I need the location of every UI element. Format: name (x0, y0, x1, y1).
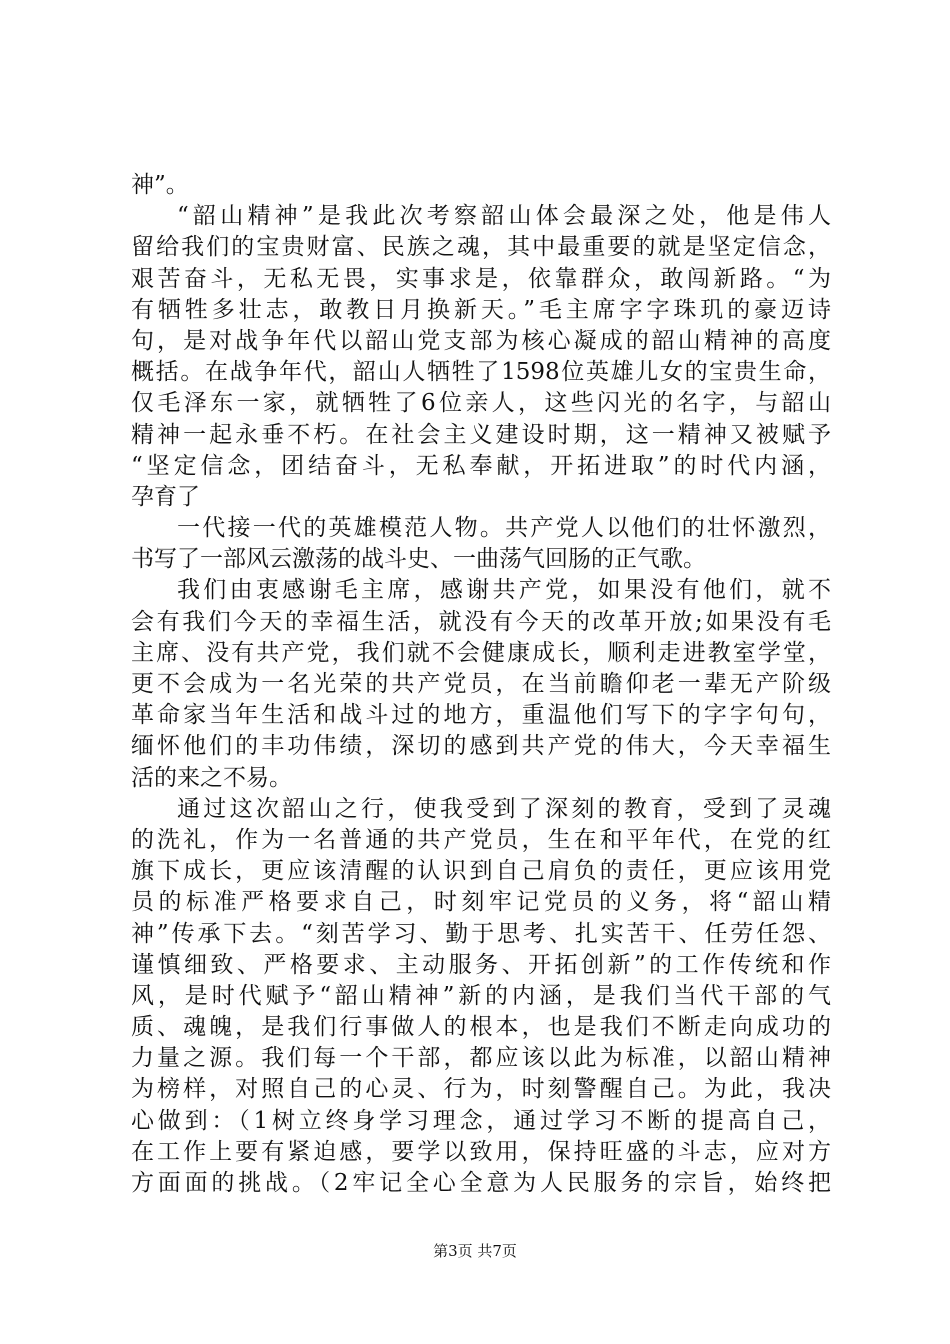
text-line: 艰苦奋斗，无私无畏，实事求是，依靠群众，敢闯新路。“为 (131, 265, 831, 292)
text-line: 神”。 (131, 172, 189, 198)
page-number-footer: 第3页 共7页 (433, 1242, 517, 1260)
text-line: 更不会成为一名光荣的共产党员，在当前瞻仰老一辈无产阶级 (131, 671, 831, 697)
text-line: 力量之源。我们每一个干部，都应该以此为标准，以韶山精神 (131, 1045, 831, 1072)
text-line: 在工作上要有紧迫感，要学以致用，保持旺盛的斗志，应对方 (131, 1138, 831, 1165)
text-line: 员的标准严格要求自己，时刻牢记党员的义务，将“韶山精 (131, 889, 831, 916)
text-line: 有牺牲多壮志，敢教日月换新天。”毛主席字字珠玑的豪迈诗 (131, 296, 831, 323)
text-line: 革命家当年生活和战斗过的地方，重温他们写下的字字句句， (131, 702, 831, 729)
text-line: “韶山精神”是我此次考察韶山体会最深之处，他是伟人 (177, 203, 831, 230)
text-line: 质、魂魄，是我们行事做人的根本，也是我们不断走向成功的 (131, 1014, 831, 1041)
text-line: 留给我们的宝贵财富、民族之魂，其中最重要的就是坚定信念， (131, 234, 831, 261)
text-line: “坚定信念，团结奋斗，无私奉献，开拓进取”的时代内涵， (131, 452, 831, 479)
text-line: 风，是时代赋予“韶山精神”新的内涵，是我们当代干部的气 (131, 982, 831, 1009)
text-line: 的洗礼，作为一名普通的共产党员，生在和平年代，在党的红 (131, 826, 831, 853)
text-line: 书写了一部风云激荡的战斗史、一曲荡气回肠的正气歌。 (131, 546, 706, 573)
text-line: 精神一起永垂不朽。在社会主义建设时期，这一精神又被赋予 (131, 421, 831, 448)
text-line: 通过这次韶山之行，使我受到了深刻的教育，受到了灵魂 (177, 795, 831, 822)
text-line: 活的来之不易。 (131, 764, 292, 791)
text-line: 句，是对战争年代以韶山党支部为核心凝成的韶山精神的高度 (131, 327, 831, 354)
text-line: 旗下成长，更应该清醒的认识到自己肩负的责任，更应该用党 (131, 858, 831, 885)
text-line: 我们由衷感谢毛主席，感谢共产党，如果没有他们，就不 (177, 577, 831, 604)
text-line: 神”传承下去。“刻苦学习、勤于思考、扎实苦干、任劳任怨、 (131, 920, 831, 947)
text-line: 概括。在战争年代，韶山人牺牲了1598位英雄儿女的宝贵生命， (131, 359, 831, 386)
text-line: 谨慎细致、严格要求、主动服务、开拓创新”的工作传统和作 (131, 951, 831, 978)
text-line: 为榜样，对照自己的心灵、行为，时刻警醒自己。为此，我决 (131, 1076, 831, 1103)
text-line: 仅毛泽东一家，就牺牲了6位亲人，这些闪光的名字，与韶山 (131, 390, 831, 417)
document-body (131, 170, 831, 1199)
text-line: 主席、没有共产党，我们就不会健康成长，顺利走进教室学堂， (131, 639, 831, 666)
text-line: 一代接一代的英雄模范人物。共产党人以他们的壮怀激烈， (177, 515, 831, 542)
text-line: 孕育了 (131, 483, 200, 510)
text-line: 方面面的挑战。（2牢记全心全意为人民服务的宗旨，始终把 (131, 1170, 831, 1196)
text-line: 心做到：（1树立终身学习理念，通过学习不断的提高自己， (131, 1107, 831, 1134)
text-line: 会有我们今天的幸福生活，就没有今天的改革开放;如果没有毛 (131, 608, 831, 635)
text-line: 缅怀他们的丰功伟绩，深切的感到共产党的伟大，今天幸福生 (131, 733, 831, 760)
